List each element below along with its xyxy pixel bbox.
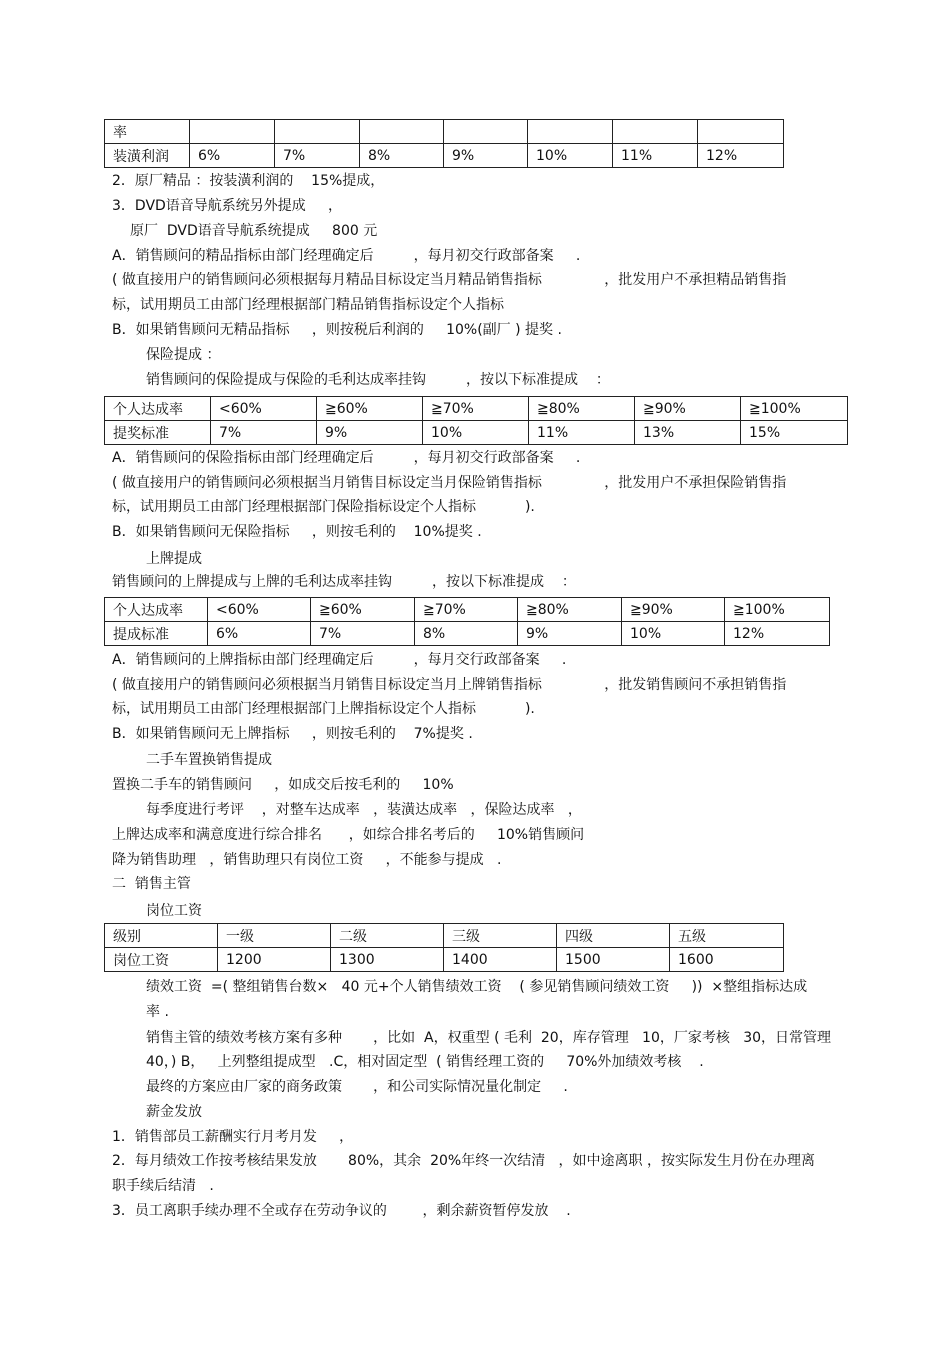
body-line: 1．销售部员工薪酬实行月考月发 ， xyxy=(112,1129,354,1145)
table-cell: 11% xyxy=(529,421,635,445)
table-cell: 1400 xyxy=(444,948,557,972)
table-cell: 9% xyxy=(317,421,423,445)
body-line: 原厂 DVD语音导航系统提成 800 元 xyxy=(130,223,378,239)
table-cell: ≧70% xyxy=(415,598,518,622)
table-cell: 15% xyxy=(741,421,848,445)
table-cell xyxy=(444,120,528,144)
table-cell: 9% xyxy=(518,622,622,646)
table-cell: 10% xyxy=(622,622,725,646)
body-line: 绩效工资 =( 整组销售台数× 40 元+个人销售绩效工资 ( 参见销售顾问绩效工资 )) ×整组指标达成 xyxy=(146,979,808,995)
table-cell: 个人达成率 xyxy=(105,397,211,421)
body-line: ( 做直接用户的销售顾问必须根据当月销售目标设定当月保险销售指标 ，批发用户不承担保险销售指 xyxy=(112,475,787,491)
body-line: A．销售顾问的保险指标由部门经理确定后 ，每月初交行政部备案 . xyxy=(112,450,581,466)
plate-commission-table xyxy=(104,597,830,646)
table-cell: 7% xyxy=(275,144,360,168)
table-row xyxy=(105,144,784,168)
table-cell xyxy=(528,120,613,144)
body-line: 标，试用期员工由部门经理根据部门精品销售指标设定个人指标 xyxy=(112,297,504,313)
table-cell: 三级 xyxy=(444,924,557,948)
table-cell: <60% xyxy=(208,598,311,622)
table-row xyxy=(105,421,848,445)
body-line: 标，试用期员工由部门经理根据部门上牌指标设定个人指标 ). xyxy=(112,701,535,717)
table-cell: 五级 xyxy=(670,924,784,948)
table-cell: 1600 xyxy=(670,948,784,972)
table-cell: 个人达成率 xyxy=(105,598,208,622)
table-cell: 9% xyxy=(444,144,528,168)
body-line: ( 做直接用户的销售顾问必须根据当月销售目标设定当月上牌销售指标 ，批发销售顾问不承担销售指 xyxy=(112,677,787,693)
body-line: 置换二手车的销售顾问 ，如成交后按毛利的 10% xyxy=(112,777,454,793)
table-cell xyxy=(698,120,784,144)
table-cell: 二级 xyxy=(331,924,444,948)
section-heading: 岗位工资 xyxy=(146,903,202,919)
body-line: 2．每月绩效工作按考核结果发放 80%，其余 20%年终一次结清 ，如中途离职 ，按实际发生月份在办理离 xyxy=(112,1153,815,1169)
table-row xyxy=(105,924,784,948)
table-cell: 1200 xyxy=(218,948,331,972)
body-line: 销售主管的绩效考核方案有多种 ，比如 A，权重型 ( 毛利 20，库存管理 10，厂家考核 30，日常管理 xyxy=(146,1030,832,1046)
body-line: B．如果销售顾问无保险指标 ，则按毛利的 10%提奖 . xyxy=(112,524,482,540)
body-line: 3．DVD语音导航系统另外提成 ， xyxy=(112,198,343,214)
body-line: A．销售顾问的上牌指标由部门经理确定后 ，每月交行政部备案 . xyxy=(112,652,567,668)
table-cell: 岗位工资 xyxy=(105,948,218,972)
table-cell: 8% xyxy=(415,622,518,646)
body-line: 3．员工离职手续办理不全或存在劳动争议的 ，剩余薪资暂停发放 . xyxy=(112,1203,571,1219)
body-line: 率 . xyxy=(146,1004,169,1020)
table-cell xyxy=(360,120,444,144)
insurance-commission-table xyxy=(104,396,848,445)
table-cell: ≧100% xyxy=(725,598,830,622)
table-cell: 装潢利润 xyxy=(105,144,190,168)
body-line: 最终的方案应由厂家的商务政策 ，和公司实际情况量化制定 . xyxy=(146,1079,568,1095)
table-cell xyxy=(275,120,360,144)
table-cell: ≧60% xyxy=(311,598,415,622)
table-cell: 12% xyxy=(725,622,830,646)
body-line: 销售顾问的上牌提成与上牌的毛利达成率挂钩 ，按以下标准提成 ： xyxy=(112,574,576,590)
table-cell: 1500 xyxy=(557,948,670,972)
body-line: B．如果销售顾问无上牌指标 ，则按毛利的 7%提奖 . xyxy=(112,726,473,742)
body-line: 上牌达成率和满意度进行综合排名 ，如综合排名考后的 10%销售顾问 xyxy=(112,827,585,843)
table-cell: 四级 xyxy=(557,924,670,948)
table-cell xyxy=(613,120,698,144)
table-cell: 11% xyxy=(613,144,698,168)
table-cell: 12% xyxy=(698,144,784,168)
table-cell: ≧90% xyxy=(622,598,725,622)
table-cell: 7% xyxy=(311,622,415,646)
table-cell: 8% xyxy=(360,144,444,168)
table-cell: ≧80% xyxy=(518,598,622,622)
table-row xyxy=(105,120,784,144)
body-line: 标，试用期员工由部门经理根据部门保险指标设定个人指标 ). xyxy=(112,499,535,515)
table-cell xyxy=(190,120,275,144)
table-row xyxy=(105,598,830,622)
table-cell: 13% xyxy=(635,421,741,445)
body-line: 职手续后结清 . xyxy=(112,1178,214,1194)
position-salary-table xyxy=(104,923,784,972)
table-cell: ≧90% xyxy=(635,397,741,421)
table-cell: 10% xyxy=(423,421,529,445)
table-cell: <60% xyxy=(211,397,317,421)
section-heading: 保险提成 ： xyxy=(146,347,221,363)
section-heading: 上牌提成 xyxy=(146,551,202,567)
table-cell: ≧100% xyxy=(741,397,848,421)
table-cell: ≧70% xyxy=(423,397,529,421)
body-line: 销售顾问的保险提成与保险的毛利达成率挂钩 ，按以下标准提成 ： xyxy=(146,372,610,388)
body-line: B．如果销售顾问无精品指标 ，则按税后利润的 10%(副厂 ) 提奖 . xyxy=(112,322,562,338)
table-row xyxy=(105,948,784,972)
table-cell: 提成标准 xyxy=(105,622,208,646)
table-cell: 级别 xyxy=(105,924,218,948)
table-cell: 一级 xyxy=(218,924,331,948)
table-row xyxy=(105,622,830,646)
section-heading: 薪金发放 xyxy=(146,1104,202,1120)
table-cell: 7% xyxy=(211,421,317,445)
table-cell: ≧60% xyxy=(317,397,423,421)
section-heading: 二手车置换销售提成 xyxy=(146,752,272,768)
body-line: A．销售顾问的精品指标由部门经理确定后 ，每月初交行政部备案 . xyxy=(112,248,581,264)
table-row xyxy=(105,397,848,421)
body-line: 2．原厂精品 ：按装潢利润的 15%提成， xyxy=(112,173,385,189)
decoration-profit-table xyxy=(104,119,784,168)
table-cell: 6% xyxy=(190,144,275,168)
table-cell: 率 xyxy=(105,120,190,144)
body-line: 每季度进行考评 ，对整车达成率 ，装潢达成率 ，保险达成率 ， xyxy=(146,802,582,818)
table-cell: 1300 xyxy=(331,948,444,972)
table-cell: 提奖标准 xyxy=(105,421,211,445)
table-cell: 10% xyxy=(528,144,613,168)
body-line: ( 做直接用户的销售顾问必须根据每月精品目标设定当月精品销售指标 ，批发用户不承担精品销售指 xyxy=(112,272,787,288)
body-line: 降为销售助理 ，销售助理只有岗位工资 ，不能参与提成 . xyxy=(112,852,502,868)
table-cell: ≧80% xyxy=(529,397,635,421)
section-heading: 二 销售主管 xyxy=(112,876,191,892)
body-line: 40，) B， 上列整组提成型 .C，相对固定型 ( 销售经理工资的 70%外加绩效考核 . xyxy=(146,1054,704,1070)
table-cell: 6% xyxy=(208,622,311,646)
